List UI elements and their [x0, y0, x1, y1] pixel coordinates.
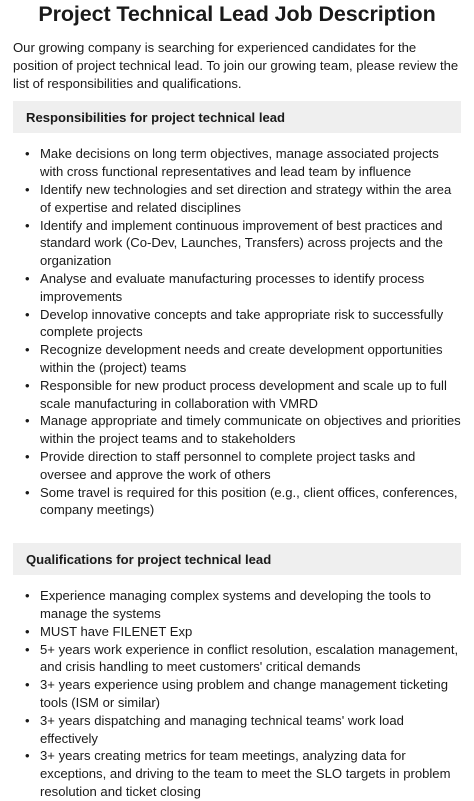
responsibilities-header: Responsibilities for project technical lead [13, 101, 461, 133]
section-gap [13, 519, 461, 534]
bullet-icon: • [25, 641, 30, 657]
list-item-text: Make decisions on long term objectives, manage associated projects with cross functional representatives and lead team by influence [40, 146, 439, 180]
page-title: Project Technical Lead Job Description [38, 2, 436, 26]
bullet-icon: • [25, 484, 30, 500]
list-item [13, 217, 461, 270]
list-item [13, 484, 461, 520]
list-item [13, 412, 461, 448]
qualifications-header: Qualifications for project technical lead [13, 543, 461, 575]
list-item [13, 712, 461, 748]
list-item-text: 5+ years work experience in conflict resolution, escalation management, and crisis handling to meet customers' critical demands [40, 641, 459, 675]
list-item [13, 377, 461, 413]
list-item-text: MUST have FILENET Exp [40, 623, 193, 639]
bullet-icon: • [25, 181, 30, 197]
bullet-icon: • [25, 448, 30, 464]
list-item [13, 341, 461, 377]
bullet-icon: • [25, 413, 30, 429]
list-item [13, 270, 461, 306]
bullet-icon: • [25, 377, 30, 393]
list-item [13, 676, 461, 712]
bullet-icon: • [25, 146, 30, 162]
list-item-text: Develop innovative concepts and take appropriate risk to successfully complete projects [40, 306, 444, 340]
list-item [13, 747, 461, 800]
list-item-text: Analyse and evaluate manufacturing processes to identify process improvements [40, 270, 425, 304]
bullet-icon: • [25, 306, 30, 322]
list-item-text: Identify and implement continuous improvement of best practices and standard work (Co-Dev, Launches, Transfers) across projects and the organization [40, 217, 443, 269]
list-item [13, 587, 461, 623]
list-item [13, 623, 461, 641]
list-item-text: 3+ years creating metrics for team meetings, analyzing data for exceptions, and driving to the team to meet the SLO targets in problem resolution and ticket closing [40, 748, 451, 799]
bullet-icon: • [25, 588, 30, 604]
list-item-text: Identify new technologies and set direction and strategy within the area of expertise and related disciplines [40, 181, 452, 215]
list-item [13, 181, 461, 217]
list-item-text: Experience managing complex systems and developing the tools to manage the systems [40, 588, 431, 621]
list-item-text: Manage appropriate and timely communicate on objectives and priorities within the project teams and to stakeholders [40, 413, 461, 447]
list-item [13, 306, 461, 342]
bullet-icon: • [25, 217, 30, 233]
qualifications-list [13, 587, 461, 801]
list-item [13, 448, 461, 484]
list-item-text: 3+ years experience using problem and change management ticketing tools (ISM or similar) [40, 677, 448, 710]
bullet-icon: • [25, 748, 30, 764]
list-item-text: 3+ years dispatching and managing technical teams' work load effectively [40, 712, 404, 746]
bullet-icon: • [25, 712, 30, 728]
list-item-text: Provide direction to staff personnel to complete project tasks and oversee and approve the work of others [40, 448, 416, 482]
bullet-icon: • [25, 677, 30, 693]
bullet-icon: • [25, 623, 30, 639]
list-item-text: Some travel is required for this position (e.g., client offices, conferences, company meetings) [40, 484, 458, 518]
list-item-text: Recognize development needs and create development opportunities within the (project) teams [40, 342, 443, 375]
responsibilities-list [13, 145, 461, 519]
list-item [13, 641, 461, 677]
bullet-icon: • [25, 270, 30, 286]
list-item [13, 145, 461, 181]
list-item-text: Responsible for new product process development and scale up to full scale manufacturing in collaboration with VMRD [40, 377, 447, 411]
intro-paragraph: Our growing company is searching for experienced candidates for the position of project technical lead. To join our growing team, please review the list of responsibilities and qualifications. [13, 40, 459, 91]
bullet-icon: • [25, 342, 30, 358]
